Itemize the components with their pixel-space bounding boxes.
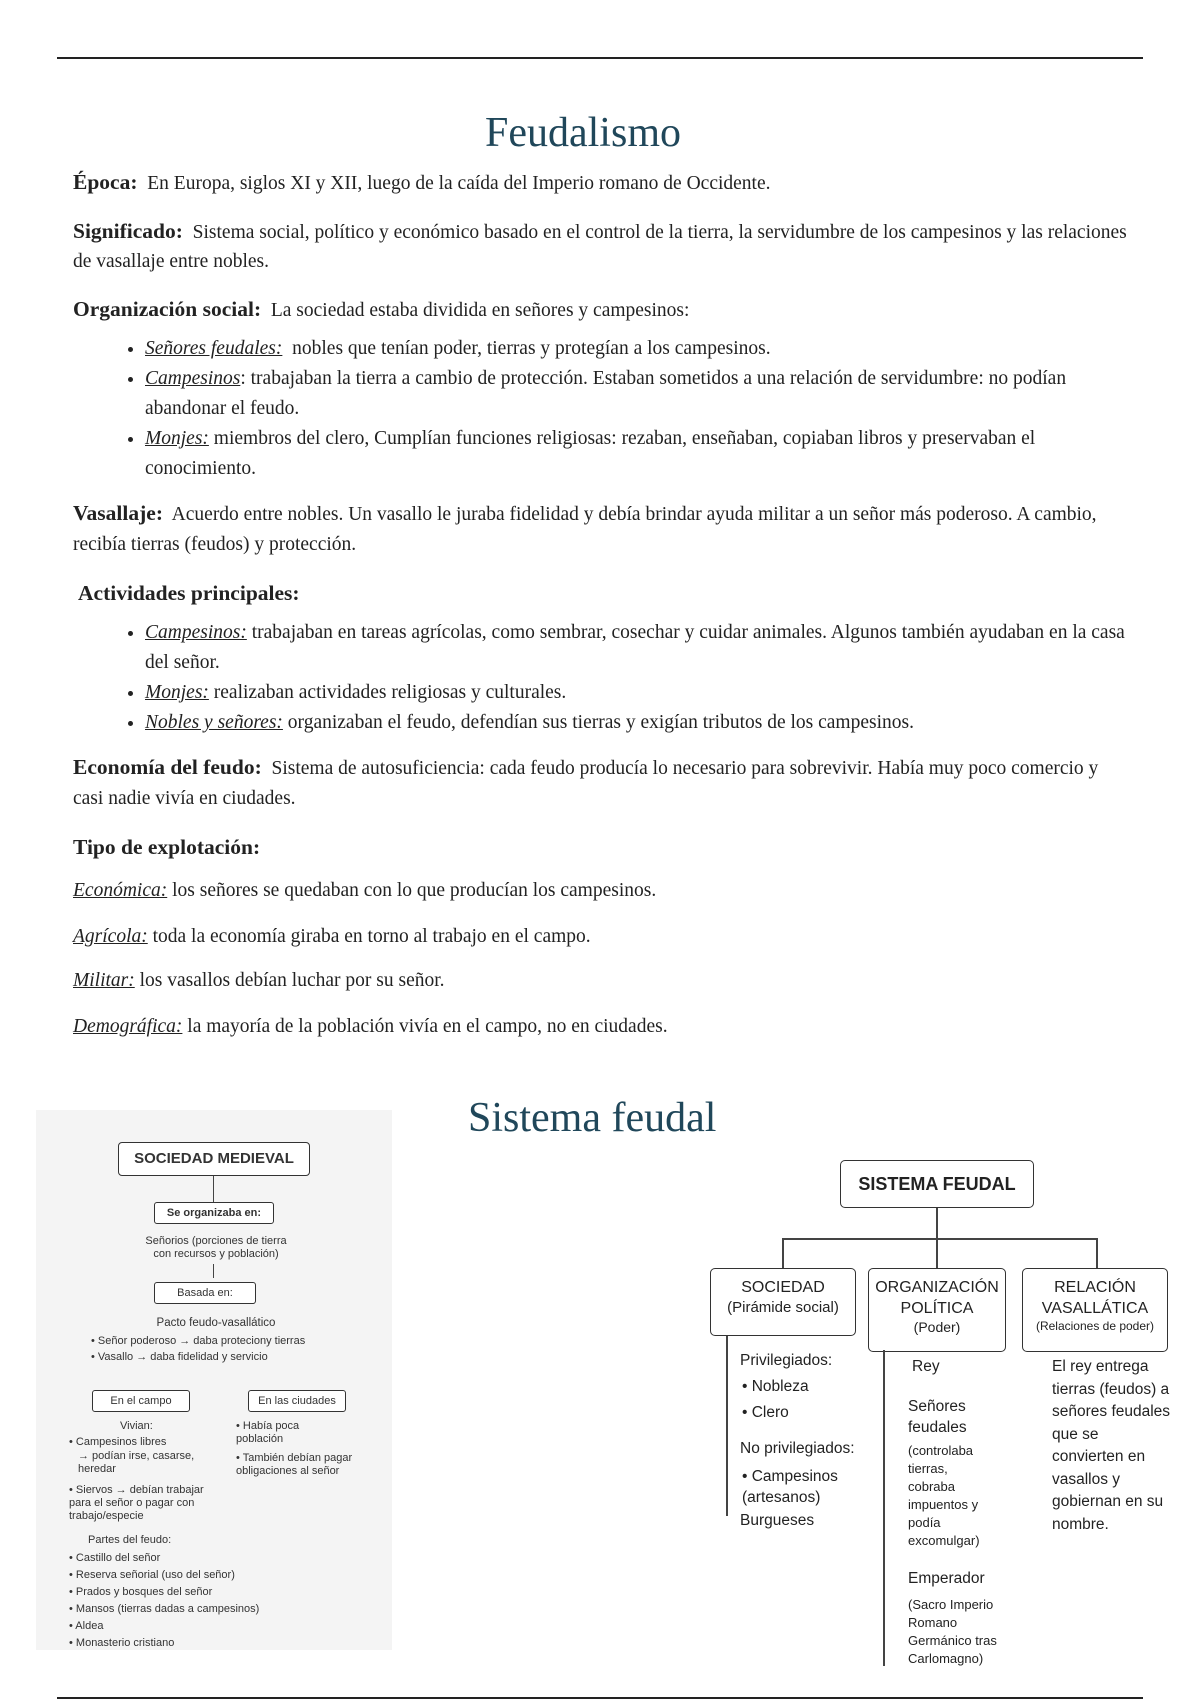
partes-item: • Mansos (tierras dadas a campesinos) bbox=[69, 1603, 260, 1615]
organizacion-sub: (Poder) bbox=[913, 1319, 961, 1335]
partes-item: • Aldea bbox=[69, 1620, 104, 1632]
significado-text: Sistema social, político y económico basado en el control de la tierra, la servidumbre de los campesinos y las relaciones de vasallaje entre nobles. bbox=[73, 222, 1127, 272]
diagram-top-box: SOCIEDAD MEDIEVAL bbox=[118, 1142, 310, 1176]
soc-burgueses: Burgueses bbox=[740, 1512, 815, 1529]
tipo-item bbox=[73, 922, 1133, 952]
tipo-item bbox=[73, 966, 1133, 996]
vasallaje-paragraph bbox=[73, 498, 1133, 560]
top-rule bbox=[57, 57, 1143, 59]
ciudades-box: En las ciudades bbox=[248, 1390, 346, 1412]
tipo-heading: Tipo de explotación: bbox=[73, 835, 261, 859]
pacto-text: Pacto feudo-vasallático bbox=[156, 1317, 276, 1329]
connector bbox=[213, 1264, 214, 1278]
document-body bbox=[73, 105, 1133, 1060]
campo-item: • Campesinos libres bbox=[69, 1436, 167, 1448]
connector bbox=[782, 1238, 784, 1268]
soc-nopriv: No privilegiados: bbox=[740, 1440, 855, 1457]
organizacion-label: Organización social: bbox=[73, 297, 262, 321]
organizaba-box: Se organizaba en: bbox=[154, 1202, 274, 1224]
sociedad-title: SOCIEDAD bbox=[741, 1279, 825, 1296]
sociedad-sub: (Pirámide social) bbox=[727, 1299, 839, 1316]
campo-item: → podían irse, casarse, heredar bbox=[78, 1450, 195, 1475]
partes-heading: Partes del feudo: bbox=[88, 1534, 172, 1546]
partes-item: • Castillo del señor bbox=[69, 1552, 161, 1564]
relacion-title: RELACIÓN VASALLÁTICA bbox=[1041, 1279, 1149, 1317]
term: Demográfica: bbox=[73, 1016, 183, 1037]
item-text: la mayoría de la población vivía en el campo, no en ciudades. bbox=[187, 1016, 668, 1037]
term: Agrícola: bbox=[73, 926, 148, 947]
organizacion-box bbox=[868, 1268, 1006, 1352]
sistema-feudal-diagram bbox=[690, 1150, 1180, 1670]
partes-item: • Prados y bosques del señor bbox=[69, 1586, 213, 1598]
list-item bbox=[145, 424, 1133, 484]
term: Económica: bbox=[73, 880, 168, 901]
term: Campesinos bbox=[145, 368, 241, 389]
ciudad-item: • También debían pagar obligaciones al señor bbox=[236, 1452, 353, 1477]
organizacion-text: La sociedad estaba dividida en señores y campesinos: bbox=[270, 300, 690, 321]
epoca-text: En Europa, siglos XI y XII, luego de la caída del Imperio romano de Occidente. bbox=[147, 173, 771, 194]
vasallaje-label: Vasallaje: bbox=[73, 501, 163, 525]
ciudad-item: • Había poca población bbox=[236, 1420, 300, 1445]
org-rey: Rey bbox=[912, 1358, 940, 1375]
relacion-sub: (Relaciones de poder) bbox=[1035, 1319, 1155, 1333]
tipo-item bbox=[73, 876, 1133, 906]
item-text: los vasallos debían luchar por su señor. bbox=[139, 970, 445, 991]
list-item bbox=[145, 334, 1133, 364]
sistema-top-box: SISTEMA FEUDAL bbox=[840, 1160, 1034, 1208]
sistema-feudal-title: Sistema feudal bbox=[468, 1095, 717, 1141]
item-text: realizaban actividades religiosas y culturales. bbox=[213, 682, 567, 703]
term: Militar: bbox=[73, 970, 135, 991]
sociedad-medieval-diagram bbox=[36, 1110, 392, 1650]
item-text: los señores se quedaban con lo que producían los campesinos. bbox=[172, 880, 657, 901]
soc-campesinos: • Campesinos (artesanos) bbox=[742, 1468, 838, 1506]
epoca-paragraph bbox=[73, 167, 1133, 199]
connector bbox=[883, 1350, 885, 1666]
item-text: : trabajaban la tierra a cambio de protección. Estaban sometidos a una relación de servidumbre: no podían abandonar el feudo. bbox=[145, 368, 1067, 419]
organizacion-title: ORGANIZACIÓN POLÍTICA bbox=[875, 1279, 999, 1317]
term: Señores feudales: bbox=[145, 338, 283, 359]
connector bbox=[936, 1238, 938, 1268]
vasallaje-text: Acuerdo entre nobles. Un vasallo le juraba fidelidad y debía brindar ayuda militar a un señor más poderoso. A cambio, recibía tierras (feudos) y protección. bbox=[73, 504, 1097, 555]
soc-priv: Privilegiados: bbox=[740, 1352, 833, 1369]
tipo-item bbox=[73, 1012, 1133, 1042]
senorios-text: Señorios (porciones de tierra con recursos y población) bbox=[145, 1235, 287, 1260]
economia-text: Sistema de autosuficiencia: cada feudo producía lo necesario para sobrevivir. Había muy poco comercio y casi nadie vivía en ciudades. bbox=[73, 758, 1099, 809]
term: Campesinos: bbox=[145, 622, 247, 643]
connector bbox=[936, 1208, 938, 1238]
list-item bbox=[145, 678, 1133, 708]
relacion-box bbox=[1022, 1268, 1168, 1352]
list-item bbox=[145, 618, 1133, 678]
item-text: organizaban el feudo, defendían sus tierras y exigían tributos de los campesinos. bbox=[287, 712, 914, 733]
soc-nobleza: • Nobleza bbox=[742, 1378, 809, 1395]
relacion-text: El rey entrega tierras (feudos) a señores feudales que se convierten en vasallos y gobiernan en su nombre. bbox=[1052, 1358, 1171, 1533]
campo-item: • Siervos → debían trabajar para el señor o pagar con trabajo/especie bbox=[69, 1484, 204, 1522]
connector bbox=[782, 1238, 1098, 1240]
page-title: Feudalismo bbox=[485, 110, 681, 156]
epoca-label: Época: bbox=[73, 170, 138, 194]
campo-box: En el campo bbox=[92, 1390, 190, 1412]
connector bbox=[1096, 1238, 1098, 1268]
org-emperador-sub: (Sacro Imperio Romano Germánico tras Carlomagno) bbox=[908, 1597, 997, 1666]
term: Monjes: bbox=[145, 428, 209, 449]
org-senores-sub: (controlaba tierras, cobraba impuentos y podía excomulgar) bbox=[908, 1443, 980, 1548]
soc-clero: • Clero bbox=[742, 1404, 789, 1421]
term: Nobles y señores: bbox=[145, 712, 283, 733]
sociedad-box bbox=[710, 1268, 856, 1336]
item-text: toda la economía giraba en torno al trabajo en el campo. bbox=[152, 926, 591, 947]
item-text: miembros del clero, Cumplían funciones religiosas: rezaban, enseñaban, copiaban libros y preservaban el conocimiento. bbox=[145, 428, 1036, 479]
pacto-item: • Señor poderoso → daba proteciony tierras bbox=[91, 1335, 306, 1347]
basada-box: Basada en: bbox=[154, 1282, 256, 1304]
term: Monjes: bbox=[145, 682, 209, 703]
significado-paragraph bbox=[73, 217, 1133, 276]
partes-item: • Reserva señorial (uso del señor) bbox=[69, 1569, 235, 1581]
bottom-rule bbox=[57, 1697, 1143, 1699]
significado-label: Significado: bbox=[73, 219, 183, 243]
actividades-heading: Actividades principales: bbox=[78, 581, 300, 605]
connector bbox=[213, 1176, 214, 1202]
list-item bbox=[145, 708, 1133, 738]
item-text: nobles que tenían poder, tierras y protegían a los campesinos. bbox=[292, 338, 771, 359]
org-senores: Señores feudales bbox=[908, 1398, 967, 1436]
organizacion-paragraph bbox=[73, 294, 1133, 326]
actividades-list bbox=[73, 618, 1133, 738]
connector bbox=[726, 1336, 728, 1516]
economia-paragraph bbox=[73, 752, 1133, 814]
vivian-text: Vivian: bbox=[120, 1420, 153, 1432]
pacto-item: • Vasallo → daba fidelidad y servicio bbox=[91, 1351, 268, 1363]
org-emperador: Emperador bbox=[908, 1570, 985, 1587]
economia-label: Economía del feudo: bbox=[73, 755, 262, 779]
list-item bbox=[145, 364, 1133, 424]
partes-item: • Monasterio cristiano bbox=[69, 1637, 175, 1649]
item-text: trabajaban en tareas agrícolas, como sembrar, cosechar y cuidar animales. Algunos también ayudaban en la casa del señor. bbox=[145, 622, 1125, 673]
organizacion-list bbox=[73, 334, 1133, 484]
